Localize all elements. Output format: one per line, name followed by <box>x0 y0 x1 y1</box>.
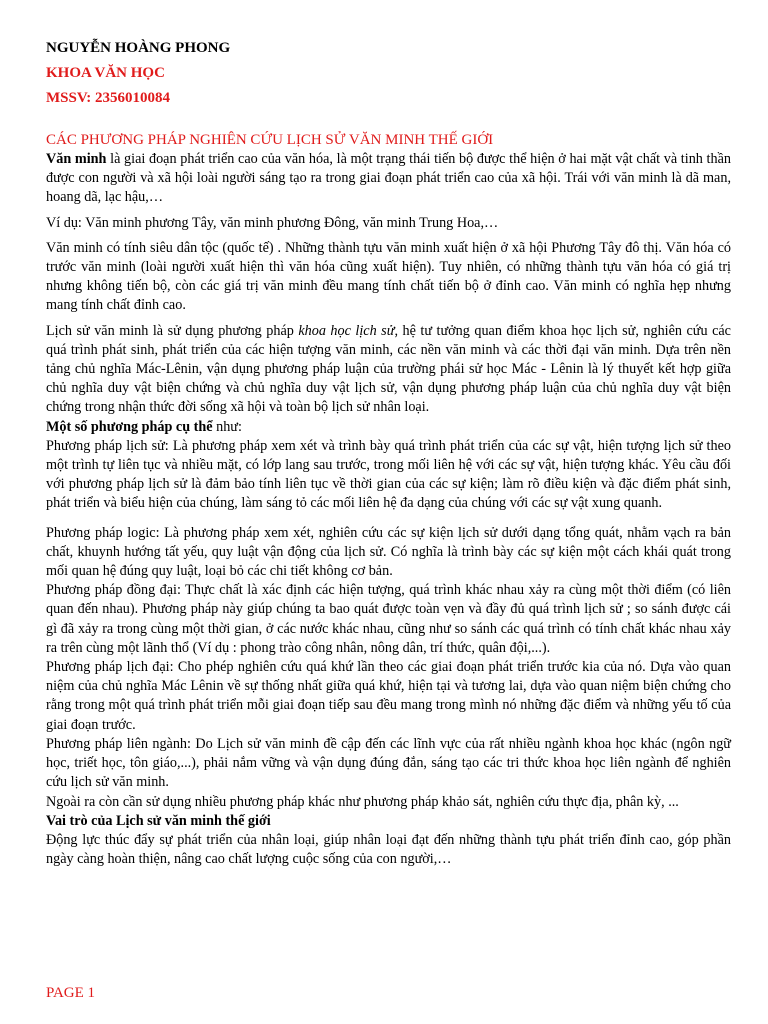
methods-heading-bold: Một số phương pháp cụ thể <box>46 418 213 435</box>
definition-text: là giai đoạn phát triển cao của văn hóa, là một trạng thái tiến bộ được thể hiện ở hai mặt vật chất và tinh thần được con người và xã hội loài người sáng tạo ra trong giai đoạn phát triển cao của xã hội. Trái với văn minh là dã man, hoang dã, lạc hậu,… <box>46 151 731 206</box>
methods-heading-text: như: <box>212 418 242 435</box>
method-historical: Phương pháp lịch sử: Là phương pháp xem xét và trình bày quá trình phát triển của các sự vật, hiện tượng lịch sử theo một trình tự liên tục và nhiều mặt, có lớp lang sau trước, trong mối liên hệ với các sự vật, hiện tượng khác. Yêu cầu đối với phương pháp lịch sử là đảm bảo tính liên tục về thời gian của các sự kiện; làm rõ điều kiện và đặc điểm phát sinh, phát triển và biểu hiện của chúng, làm sáng tỏ các mối liên hệ đa dạng của chúng với các sự vật xung quanh. <box>46 437 731 512</box>
term-van-minh: Văn minh <box>46 151 107 167</box>
p4-before: Lịch sử văn minh là sử dụng phương pháp <box>46 322 299 339</box>
method-diachronic: Phương pháp lịch đại: Cho phép nghiên cứu quá khứ lần theo các giai đoạn phát triển trước kia của nó. Dựa vào quan niệm của chủ nghĩa Mác Lênin về sự thống nhất giữa quá khứ, hiện tại và tương lai, dựa vào quan niệm biện chứng cho rằng trong một quá trình phát triển mỗi giai đoạn tiếp sau đều mang trong mình nó những đặc điểm và những yếu tố của giai đoạn trước. <box>46 659 731 733</box>
document-title: CÁC PHƯƠNG PHÁP NGHIÊN CỨU LỊCH SỬ VĂN MINH THẾ GIỚI <box>46 132 494 148</box>
faculty-name: KHOA VĂN HỌC <box>46 65 165 81</box>
document-body <box>46 38 731 869</box>
author-name: NGUYỄN HOÀNG PHONG <box>46 40 231 56</box>
methods-heading <box>46 418 731 437</box>
method-interdisciplinary: Phương pháp liên ngành: Do Lịch sử văn minh đề cập đến các lĩnh vực của rất nhiều ngành khoa học khác (ngôn ngữ học, triết học, tôn giáo,...), phải nắm vững và vận dụng đúng đắn, sáng tạo các tri thức khoa học liên ngành để nghiên cứu lịch sử văn minh. <box>46 735 731 791</box>
paragraph-example: Ví dụ: Văn minh phương Tây, văn minh phương Đông, văn minh Trung Hoa,… <box>46 214 499 231</box>
page-number: PAGE 1 <box>46 985 96 1001</box>
paragraph-history-of-civilization <box>46 322 731 418</box>
role-text: Động lực thúc đẩy sự phát triển của nhân loại, giúp nhân loại đạt đến những thành tựu phát triển đỉnh cao, góp phần ngày càng hoàn thiện, nâng cao chất lượng cuộc sống của con người,… <box>46 831 731 868</box>
method-logic: Phương pháp logic: Là phương pháp xem xét, nghiên cứu các sự kiện lịch sử dưới dạng tổng quát, nhằm vạch ra bản chất, khuynh hướng tất yếu, quy luật vận động của lịch sử. Có nghĩa là trình bày các sự kiện một cách khái quát trong mối quan hệ đúng quy luật, loại bỏ các chi tiết không cơ bản. <box>46 524 731 580</box>
role-heading <box>46 812 731 831</box>
p4-italic: khoa học lịch sử <box>298 322 395 339</box>
method-synchronic: Phương pháp đồng đại: Thực chất là xác định các hiện tượng, quá trình khác nhau xảy ra cùng một thời điểm (có liên quan đến nhau). Phương pháp này giúp chúng ta bao quát được toàn vẹn và đầy đủ quá trình lịch sử ; so sánh được cái gì đã xảy ra trong cùng một thời gian, ở các nước khác nhau, cũng như so sánh các quá trình có tính chất khác nhau xảy ra trên cùng một lãnh thổ (Ví dụ : phong trào công nhân, nông dân, trí thức, quân đội,...). <box>46 582 731 656</box>
paragraph-definition <box>46 150 731 208</box>
role-heading-bold: Vai trò của Lịch sử văn minh thế giới <box>46 812 271 829</box>
student-id: MSSV: 2356010084 <box>46 90 171 106</box>
method-other: Ngoài ra còn cần sử dụng nhiều phương pháp khác như phương pháp khảo sát, nghiên cứu thực địa, phân kỳ, ... <box>46 793 679 810</box>
paragraph-characteristics: Văn minh có tính siêu dân tộc (quốc tế) . Những thành tựu văn minh xuất hiện ở xã hội Phương Tây đô thị. Văn hóa có trước văn minh (loài người xuất hiện thì văn hóa cũng xuất hiện). Tuy nhiên, có những thành tựu văn hóa có giá trị nhưng không tiến bộ, còn các giá trị văn minh đều mang tính chất tiến bộ ở đỉnh cao. Văn minh có nghĩa hẹp nhưng mang tính chất đỉnh cao. <box>46 239 731 314</box>
p4-after: , hệ tư tưởng quan điểm khoa học lịch sử, nghiên cứu các quá trình phát sinh, phát triển của các hiện tượng văn minh, các nền văn minh và các thời đại văn minh. Dựa trên nền tảng chủ nghĩa Mác-Lênin, vận dụng phương pháp luận của trường phái sử học Mác - Lênin là lý thuyết kết hợp giữa chủ nghĩa duy vật biện chứng và chủ nghĩa duy vật lịch sử, vận dụng phương pháp luận của chủ nghĩa duy vật biện chứng trong nhận thức đời sống xã hội và toàn bộ lịch sử nhân loại. <box>46 322 731 416</box>
